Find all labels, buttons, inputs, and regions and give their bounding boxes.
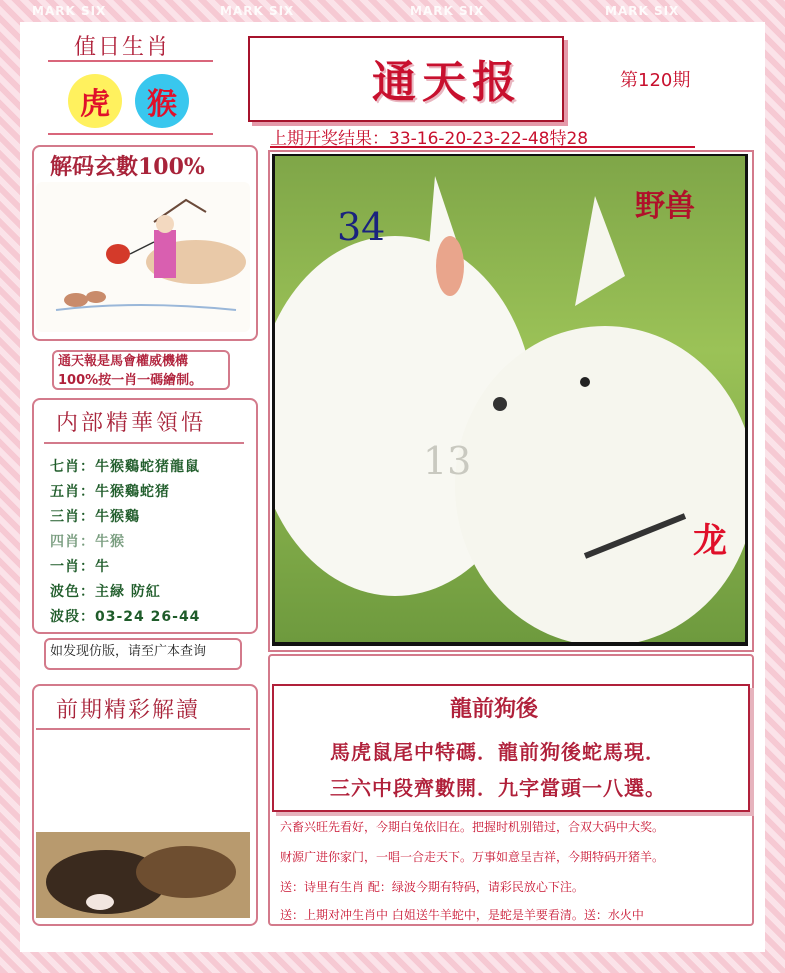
headline-title: 龍前狗後: [450, 696, 539, 722]
query-text: 如发现仿版，请至广本查询: [50, 644, 207, 659]
animal-photo: [275, 156, 745, 642]
notice-line: 通天報是馬會權威機構: [58, 354, 189, 369]
zodiac-ball: 虎: [68, 74, 122, 128]
prediction-item: 波色：主緑 防紅: [50, 584, 161, 600]
border-watermark: MARK SIX: [32, 4, 107, 18]
photo-number: 13: [423, 439, 472, 483]
border-watermark: MARK SIX: [410, 4, 485, 18]
headline-line: 三六中段齊數開．九字當頭一八選。: [330, 776, 666, 800]
body-line: 送：诗里有生肖 配：绿波今期有特码，请彩民放心下注。: [280, 880, 584, 894]
prediction-item: 四肖：牛猴: [50, 534, 125, 550]
dogs-photo: [36, 832, 250, 918]
previous-title: 前期精彩解讀: [56, 698, 201, 723]
issue-number: 第120期: [620, 70, 691, 91]
prediction-item: 五肖：牛猴鷄蛇猪: [50, 484, 170, 500]
prediction-item: 三肖：牛猴鷄: [50, 509, 140, 525]
duty-zodiac-title: 值日生肖: [74, 35, 171, 60]
photo-label: 龙: [693, 521, 727, 561]
internal-title: 内部精華領悟: [56, 411, 207, 436]
decode-title: 解码玄數100%: [50, 154, 205, 180]
prediction-item: 波段：03-24 26-44: [50, 609, 201, 625]
body-line: 财源广进你家门，一唱一合走天下。万事如意呈吉祥，今期特码开猪羊。: [280, 850, 665, 864]
last-result: 上期开奖结果：33-16-20-23-22-48特28: [270, 129, 589, 149]
divider: [36, 728, 250, 730]
photo-label: 野兽: [635, 189, 695, 224]
body-line: 送：上期对冲生肖中 白姐送牛羊蛇中，是蛇是羊要看清。送：水火中: [280, 908, 644, 922]
divider: [270, 146, 695, 148]
page-title: 通天报: [372, 57, 522, 108]
border-watermark: MARK SIX: [605, 4, 680, 18]
headline-line: 馬虎鼠尾中特碼．龍前狗後蛇馬現．: [330, 740, 666, 764]
body-line: 六畜兴旺先看好，今期白兔依旧在。把握时机别错过，合双大码中大奖。: [280, 820, 665, 834]
notice-box: [52, 350, 230, 390]
notice-line: 100%按一肖一碼繪制。: [58, 373, 203, 388]
photo-number: 34: [337, 205, 386, 249]
prediction-item: 七肖：牛猴鷄蛇猪龍鼠: [50, 459, 200, 475]
zodiac-ball: 猴: [135, 74, 189, 128]
fortune-illustration: [36, 182, 250, 332]
divider: [44, 442, 244, 444]
prediction-item: 一肖：牛: [50, 559, 110, 575]
divider: [48, 133, 213, 135]
divider: [48, 60, 213, 62]
border-watermark: MARK SIX: [220, 4, 295, 18]
query-box: [44, 638, 242, 670]
